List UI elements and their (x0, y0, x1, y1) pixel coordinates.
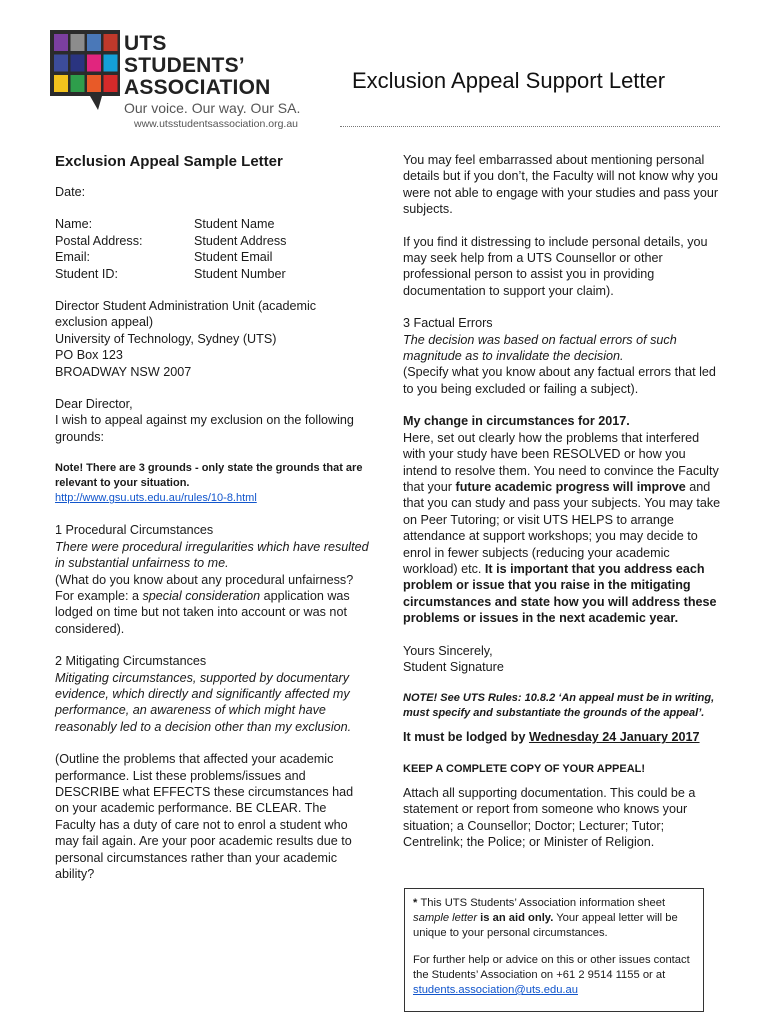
document-title: Exclusion Appeal Support Letter (352, 68, 666, 93)
ground-3-body: (Specify what you know about any factual errors that led to you being excluded or failing a subject). (403, 365, 716, 396)
address-line: University of Technology, Sydney (UTS) (55, 331, 277, 346)
contact-email-link[interactable]: students.association@uts.edu.au (413, 984, 578, 996)
paragraph: You may feel embarrassed about mentioning personal details but if you don’t, the Faculty will not know why you were not able to engage with your studies and pass your subjects. (403, 153, 719, 217)
ground-1-body: (What do you know about any procedural unfairness? For example: a special consideration application was lodged on time but not taken into account or was not considered). (55, 572, 354, 636)
logo-tile (104, 34, 118, 51)
left-column (55, 152, 370, 882)
logo-tile (54, 34, 68, 51)
closing: Yours Sincerely, (403, 643, 493, 658)
ground-3-title: 3 Factual Errors (403, 316, 493, 331)
logo-tile (87, 55, 101, 72)
field-value: Student Number (194, 266, 286, 281)
dotted-divider (340, 126, 720, 127)
paragraph: If you find it distressing to include personal details, you may seek help from a UTS Counsellor or other professional person to assist you in providing documentation to support your claim). (403, 234, 708, 298)
field-value: Student Email (194, 250, 273, 265)
signature: Student Signature (403, 659, 504, 674)
logo-tile (87, 34, 101, 51)
right-column (403, 152, 723, 850)
salutation: Dear Director, (55, 397, 133, 412)
logo-tile (104, 55, 118, 72)
grounds-note: Note! There are 3 grounds - only state the grounds that are relevant to your situation. (55, 462, 363, 490)
logo-tile (87, 75, 101, 92)
field-label: Student ID: (55, 266, 119, 281)
ground-2-title: 2 Mitigating Circumstances (55, 654, 207, 669)
ground-1-title: 1 Procedural Circumstances (55, 523, 214, 538)
field-value: Student Name (194, 217, 275, 232)
ground-2-body: (Outline the problems that affected your academic performance. List these problems/issues and DESCRIBE what EFFECTS these circumstances had on your academic performance. BE CLEAR. The Faculty has a duty of care not to enrol a student who may fail again. Are your poor academic results due to personal circumstances rather than your academic ability? (55, 752, 354, 881)
rules-link[interactable]: http://www.gsu.uts.edu.au/rules/10-8.html (55, 492, 257, 505)
date-label: Date: (55, 185, 86, 199)
attach-documentation: Attach all supporting documentation. This could be a statement or report from someone who knows your situation; a Counsellor; Doctor; Lecturer; Tutor; Centrelink; the Police; or Minister of Religion. (403, 785, 696, 849)
rules-note: NOTE! See UTS Rules: 10.8.2 ‘An appeal must be in writing, must specify and substantiate the grounds of the appeal’. (403, 692, 715, 720)
field-label: Postal Address: (55, 233, 143, 248)
logo-tile (71, 34, 85, 51)
ground-1-description: There were procedural irregularities which have resulted in substantial unfairness to me. (55, 539, 369, 571)
logo-tile (71, 55, 85, 72)
info-box-disclaimer: * This UTS Students’ Association information sheet sample letter is an aid only. Your appeal letter will be unique to your personal circumstances. (413, 897, 678, 939)
intro-text: I wish to appeal against my exclusion on the following grounds: (55, 413, 354, 444)
change-circumstances-body: Here, set out clearly how the problems that interfered with your study have been RESOLVED or how you intend to resolve them. You need to convince the Faculty that your future academic progress will improve and that you can study and pass your subjects. You may take on Peer Tutoring; or visit UTS HELPS to arrange attendance at support workshops; you may decide to enrol in fewer subjects (reducing your academic workload) etc. It is important that you address each problem or issue that you raise in the mitigating circumstances and state how you will address these problems or issues in the next academic year. (403, 430, 721, 626)
ground-3-description: The decision was based on factual errors of such magnitude as to invalidate the decision. (403, 332, 677, 364)
field-label: Email: (55, 250, 90, 265)
info-box (404, 888, 704, 1012)
field-value: Student Address (194, 233, 287, 248)
org-name-line1: UTS (124, 32, 167, 55)
lodge-deadline: It must be lodged by Wednesday 24 January 2017 (403, 730, 700, 745)
org-name-line2: STUDENTS’ (124, 54, 245, 77)
info-box-help: For further help or advice on this or other issues contact the Students’ Association on +61 2 9514 1155 or at students.association@uts.edu.au (413, 954, 690, 996)
student-details (55, 216, 370, 282)
keep-copy-note: KEEP A COMPLETE COPY OF YOUR APPEAL! (403, 762, 646, 775)
website-url: www.utsstudentsassociation.org.au (134, 118, 299, 130)
address-line: PO Box 123 (55, 348, 123, 363)
tagline: Our voice. Our way. Our SA. (124, 100, 301, 116)
field-label: Name: (55, 217, 93, 232)
org-name-line3: ASSOCIATION (124, 76, 271, 99)
letter-heading: Exclusion Appeal Sample Letter (55, 153, 283, 170)
logo-tile (104, 75, 118, 92)
uts-sa-logo-icon (50, 30, 120, 112)
logo-tile (71, 75, 85, 92)
address-line: BROADWAY NSW 2007 (55, 364, 192, 379)
ground-2-description: Mitigating circumstances, supported by documentary evidence, which directly and significantly affected my performance, an awareness of which might have reasonably led to a decision other than my exclusion. (55, 670, 352, 734)
logo-tile (54, 55, 68, 72)
change-circumstances-title: My change in circumstances for 2017. (403, 414, 630, 429)
logo-tile (54, 75, 68, 92)
address-line: Director Student Administration Unit (academic exclusion appeal) (55, 299, 317, 330)
org-name (124, 33, 270, 99)
